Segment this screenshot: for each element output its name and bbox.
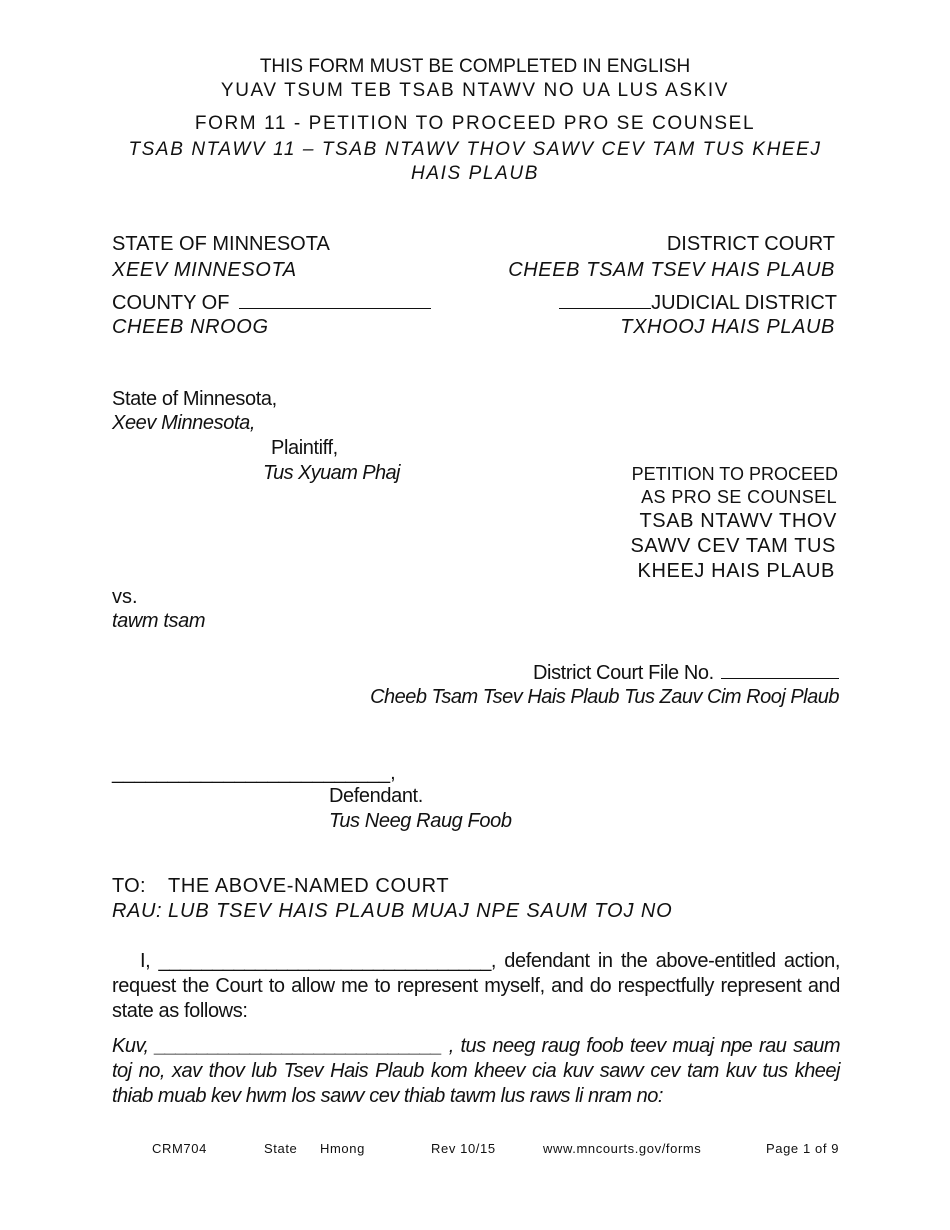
to-label: TO: bbox=[112, 875, 146, 897]
to-text: THE ABOVE-NAMED COURT bbox=[168, 875, 450, 897]
petition-title-hmong-line1: TSAB NTAWV THOV bbox=[639, 510, 837, 532]
defendant-label-hmong: Tus Neeg Raug Foob bbox=[329, 810, 512, 832]
caption-district-row bbox=[559, 290, 837, 315]
file-number-row bbox=[533, 660, 839, 685]
plaintiff-label: Plaintiff, bbox=[271, 437, 338, 459]
form-title: FORM 11 - PETITION TO PROCEED PRO SE COUNSEL bbox=[194, 113, 756, 134]
to-text-hmong: LUB TSEV HAIS PLAUB MUAJ NPE SAUM TOJ NO bbox=[168, 900, 673, 922]
header-english-notice: THIS FORM MUST BE COMPLETED IN ENGLISH bbox=[259, 56, 691, 77]
versus: vs. bbox=[112, 586, 138, 608]
petition-body-hmong: Kuv, ___________________________ , tus neeg raug foob teev muaj npe rau saum toj no, xav thov lub Tsev Hais Plaub kom kheev cia kuv sawv cev tam kuv tus kheej thiab muab kev hwm los sawv cev thiab tawm lus raws li nram no: bbox=[112, 1035, 840, 1107]
to-label-hmong: RAU: bbox=[112, 900, 163, 922]
petition-title-line2: AS PRO SE COUNSEL bbox=[641, 487, 837, 507]
file-number-blank-field[interactable] bbox=[721, 660, 839, 679]
versus-hmong: tawm tsam bbox=[112, 610, 206, 632]
caption-county-hmong: CHEEB NROOG bbox=[112, 316, 269, 338]
district-blank-field[interactable] bbox=[559, 290, 651, 309]
caption-court-hmong: CHEEB TSAM TSEV HAIS PLAUB bbox=[508, 259, 835, 281]
caption-state-hmong: XEEV MINNESOTA bbox=[112, 259, 297, 281]
footer-state: State bbox=[264, 1141, 298, 1156]
defendant-label: Defendant. bbox=[329, 785, 423, 807]
defendant-name-line[interactable]: _________________________, bbox=[112, 762, 396, 784]
petition-body-english: I, _______________________________, defendant in the above-entitled action, request the Court to allow me to represent myself, and do respectfully represent and state as follows: bbox=[112, 950, 840, 1022]
footer-form-code: CRM704 bbox=[152, 1141, 207, 1156]
petition-title-hmong-line2: SAWV CEV TAM TUS bbox=[630, 535, 836, 557]
caption-court: DISTRICT COURT bbox=[666, 233, 835, 255]
footer-language: Hmong bbox=[320, 1141, 365, 1156]
petition-title-hmong-line3: KHEEJ HAIS PLAUB bbox=[637, 560, 835, 582]
plaintiff-name: State of Minnesota, bbox=[112, 388, 277, 410]
caption-district: JUDICIAL DISTRICT bbox=[651, 292, 837, 314]
caption-county-row bbox=[112, 290, 431, 315]
footer-url[interactable]: www.mncourts.gov/forms bbox=[543, 1141, 702, 1156]
county-blank-field[interactable] bbox=[239, 290, 431, 309]
caption-state: STATE OF MINNESOTA bbox=[112, 233, 330, 255]
header-hmong-notice: YUAV TSUM TEB TSAB NTAWV NO UA LUS ASKIV bbox=[220, 80, 730, 101]
petition-title-line1: PETITION TO PROCEED bbox=[631, 464, 838, 484]
form-title-hmong-line1: TSAB NTAWV 11 – TSAB NTAWV THOV SAWV CEV TAM TUS KHEEJ bbox=[128, 139, 822, 160]
plaintiff-name-hmong: Xeev Minnesota, bbox=[112, 412, 255, 434]
caption-county: COUNTY OF bbox=[112, 292, 230, 314]
plaintiff-label-hmong: Tus Xyuam Phaj bbox=[263, 462, 400, 484]
footer-revision: Rev 10/15 bbox=[431, 1141, 496, 1156]
file-number-label-hmong: Cheeb Tsam Tsev Hais Plaub Tus Zauv Cim Rooj Plaub bbox=[370, 686, 839, 708]
form-title-hmong-line2: HAIS PLAUB bbox=[411, 163, 539, 184]
file-number-label: District Court File No. bbox=[532, 662, 714, 684]
footer-page-number: Page 1 of 9 bbox=[766, 1141, 840, 1156]
caption-district-hmong: TXHOOJ HAIS PLAUB bbox=[620, 316, 835, 338]
